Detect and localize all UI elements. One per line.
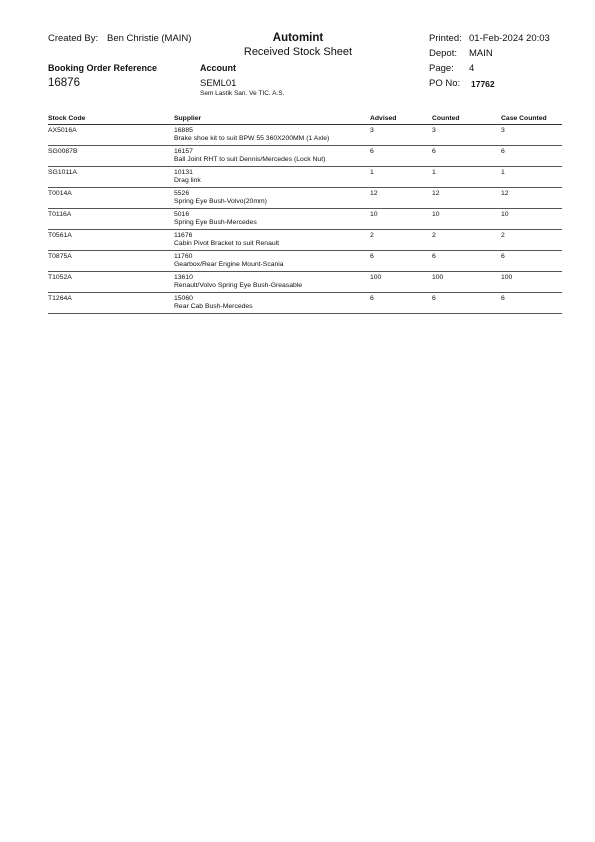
account-name: Sem Lastik San. Ve TIC. A.S. xyxy=(200,90,285,97)
company-name: Automint xyxy=(272,32,324,44)
depot-label: Depot: xyxy=(429,48,457,59)
booking-ref-label: Booking Order Reference xyxy=(48,63,158,73)
supplier-cell xyxy=(174,293,370,314)
stock-code-cell: SG1011A xyxy=(48,167,174,188)
col-case-counted: Case Counted xyxy=(501,114,562,125)
counted-cell: 1 xyxy=(432,167,501,188)
page-value: 4 xyxy=(469,63,475,74)
item-description: Drag link xyxy=(174,177,201,184)
table-row xyxy=(48,209,562,230)
supplier-number: 16885 xyxy=(174,127,193,134)
advised-cell: 1 xyxy=(370,167,432,188)
supplier-number: 11676 xyxy=(174,232,193,239)
table-row xyxy=(48,251,562,272)
table-row xyxy=(48,146,562,167)
supplier-cell xyxy=(174,188,370,209)
col-supplier: Supplier xyxy=(174,114,370,125)
supplier-number: 5016 xyxy=(174,211,190,218)
stock-code-cell: T0116A xyxy=(48,209,174,230)
supplier-cell xyxy=(174,125,370,146)
counted-cell: 12 xyxy=(432,188,501,209)
col-counted: Counted xyxy=(432,114,501,125)
supplier-cell xyxy=(174,167,370,188)
item-description: Brake shoe kit to suit BPW 55 360X200MM (1 Axle) xyxy=(174,135,330,142)
supplier-cell xyxy=(174,146,370,167)
item-description: Gearbox/Rear Engine Mount-Scania xyxy=(174,261,284,268)
advised-cell: 6 xyxy=(370,251,432,272)
supplier-number: 13610 xyxy=(174,274,193,281)
stock-code-cell: T0014A xyxy=(48,188,174,209)
case-counted-cell: 6 xyxy=(501,146,562,167)
printed-label: Printed: xyxy=(429,33,462,44)
case-counted-cell: 6 xyxy=(501,251,562,272)
booking-ref-value: 16876 xyxy=(48,77,80,89)
stock-code-cell: SG0087B xyxy=(48,146,174,167)
advised-cell: 2 xyxy=(370,230,432,251)
col-stock-code: Stock Code xyxy=(48,114,174,125)
col-advised: Advised xyxy=(370,114,432,125)
case-counted-cell: 1 xyxy=(501,167,562,188)
po-value: 17762 xyxy=(471,79,495,89)
supplier-number: 16157 xyxy=(174,148,193,155)
counted-cell: 100 xyxy=(432,272,501,293)
advised-cell: 3 xyxy=(370,125,432,146)
item-description: Spring Eye Bush-Mercedes xyxy=(174,219,257,226)
case-counted-cell: 2 xyxy=(501,230,562,251)
stock-code-cell: T1052A xyxy=(48,272,174,293)
stock-code-cell: T1264A xyxy=(48,293,174,314)
item-description: Renault/Volvo Spring Eye Bush-Greasable xyxy=(174,282,303,289)
table-row xyxy=(48,167,562,188)
case-counted-cell: 3 xyxy=(501,125,562,146)
case-counted-cell: 10 xyxy=(501,209,562,230)
table-row xyxy=(48,293,562,314)
account-label: Account xyxy=(200,63,236,73)
counted-cell: 6 xyxy=(432,293,501,314)
stock-code-cell: AX5016A xyxy=(48,125,174,146)
account-code: SEML01 xyxy=(200,78,237,89)
counted-cell: 6 xyxy=(432,146,501,167)
counted-cell: 10 xyxy=(432,209,501,230)
table-row xyxy=(48,230,562,251)
po-label: PO No: xyxy=(429,78,461,89)
advised-cell: 12 xyxy=(370,188,432,209)
advised-cell: 100 xyxy=(370,272,432,293)
supplier-cell xyxy=(174,230,370,251)
supplier-cell xyxy=(174,272,370,293)
item-description: Spring Eye Bush-Volvo(20mm) xyxy=(174,198,267,205)
supplier-cell xyxy=(174,209,370,230)
supplier-cell xyxy=(174,251,370,272)
created-by-value: Ben Christie (MAIN) xyxy=(107,33,192,44)
item-description: Cabin Pivot Bracket to suit Renault xyxy=(174,240,280,247)
table-row xyxy=(48,125,562,146)
advised-cell: 6 xyxy=(370,293,432,314)
table-row xyxy=(48,272,562,293)
printed-value: 01-Feb-2024 20:03 xyxy=(469,33,550,44)
item-description: Rear Cab Bush-Mercedes xyxy=(174,303,253,310)
table-row xyxy=(48,188,562,209)
table-header-row xyxy=(48,114,562,125)
supplier-number: 5526 xyxy=(174,190,190,197)
page-label: Page: xyxy=(429,63,454,74)
case-counted-cell: 12 xyxy=(501,188,562,209)
case-counted-cell: 100 xyxy=(501,272,562,293)
supplier-number: 11760 xyxy=(174,253,193,260)
case-counted-cell: 6 xyxy=(501,293,562,314)
sheet-title: Received Stock Sheet xyxy=(243,46,353,58)
counted-cell: 2 xyxy=(432,230,501,251)
supplier-number: 10131 xyxy=(174,169,193,176)
advised-cell: 6 xyxy=(370,146,432,167)
supplier-number: 15060 xyxy=(174,295,193,302)
depot-value: MAIN xyxy=(469,48,493,59)
counted-cell: 6 xyxy=(432,251,501,272)
item-description: Ball Joint RHT to suit Dennis/Mercedes (Lock Nut) xyxy=(174,156,326,163)
received-stock-table xyxy=(48,114,562,314)
counted-cell: 3 xyxy=(432,125,501,146)
advised-cell: 10 xyxy=(370,209,432,230)
stock-code-cell: T0561A xyxy=(48,230,174,251)
stock-code-cell: T0875A xyxy=(48,251,174,272)
created-by-label: Created By: xyxy=(48,33,99,44)
